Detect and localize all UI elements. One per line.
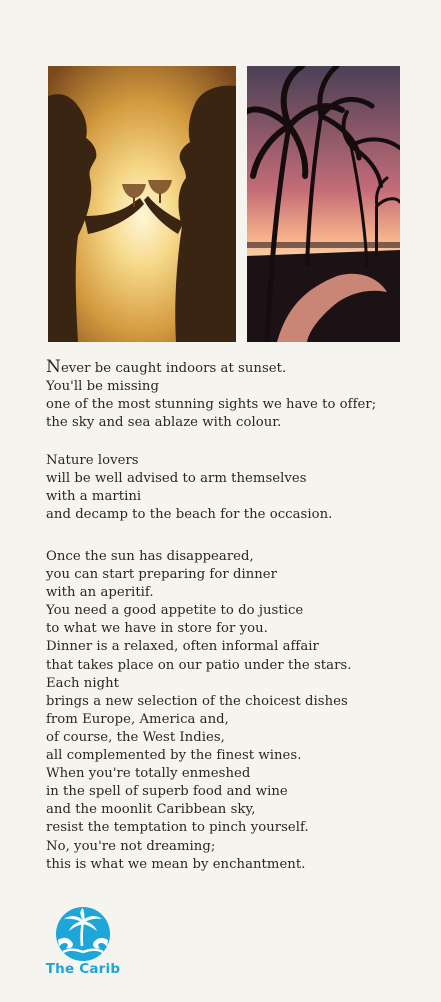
text-line: and the moonlit Caribbean sky, [46,802,256,818]
text-line: of course, the West Indies, [46,729,225,745]
text-line: You need a good appetite to do justice [46,603,304,619]
the-carib-logo [42,906,124,976]
text-line: all complemented by the finest wines. [46,748,302,764]
text-line: to what we have in store for you. [46,621,268,637]
couple-toasting-photo [48,66,236,342]
couple-silhouette-image [48,66,236,342]
text-line: Once the sun has disappeared, [46,549,254,564]
palm-wave-logo-icon [55,906,111,962]
text-line: resist the temptation to pinch yourself. [46,820,309,836]
paragraph-nature-lovers [46,452,406,524]
text-line: with an aperitif. [46,585,154,601]
palm-sunset-photo [247,66,400,342]
text-line: Dinner is a relaxed, often informal affair [46,639,319,655]
text-line: in the spell of superb food and wine [46,784,288,800]
text-line: with a martini [46,489,142,505]
text-line: brings a new selection of the choicest dishes [46,693,348,709]
text-line: that takes place on our patio under the stars. [46,657,352,673]
text-line: No, you're not dreaming; [46,838,216,854]
text-line [46,358,406,378]
text-line: Each night [46,675,120,691]
paragraph-dinner [46,548,406,874]
paragraph-sunset [46,358,406,432]
text-line: from Europe, America and, [46,711,229,727]
text-line: will be well advised to arm themselves [46,471,307,487]
text-line: and decamp to the beach for the occasion. [46,507,333,523]
palm-sunset-image [247,66,400,342]
text-line: this is what we mean by enchantment. [46,856,306,872]
drop-cap: N [46,357,61,377]
text-line: Nature lovers [46,453,139,468]
text-line: You'll be missing [46,379,159,395]
text-line: you can start preparing for dinner [46,567,278,583]
text-line-rest: ever be caught indoors at sunset. [60,361,287,376]
text-line: the sky and sea ablaze with colour. [46,415,282,431]
logo-name-text: The Carib [45,961,121,977]
text-line: one of the most stunning sights we have to offer; [46,397,377,413]
text-line: When you're totally enmeshed [46,766,251,782]
